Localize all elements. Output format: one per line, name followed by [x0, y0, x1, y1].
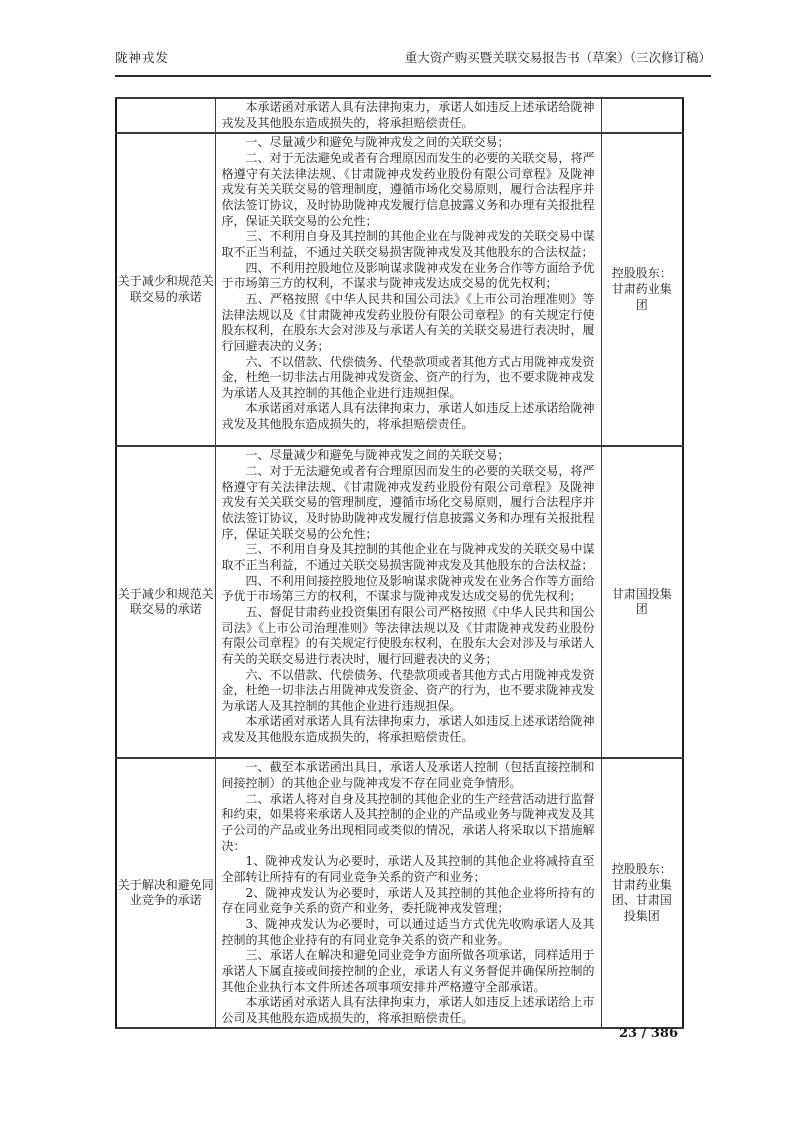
- commitment-paragraph: 五、严格按照《中华人民共和国公司法》《上市公司治理准则》等法律法规以及《甘肃陇神戎发药业股份有限公司章程》的有关规定行使股东权利，在股东大会对涉及与承诺人有关的关联交易进行表决时，履行回避表决的义务；: [221, 291, 595, 353]
- commitment-paragraph: 四、不利用控股地位及影响谋求陇神戎发在业务合作等方面给予优于市场第三方的权利，不谋求与陇神戎发达成交易的优先权利；: [221, 260, 595, 291]
- table-row: [116, 446, 683, 758]
- commitment-paragraph: 六、不以借款、代偿债务、代垫款项或者其他方式占用陇神戎发资金，杜绝一切非法占用陇神戎发资金、资产的行为，也不要求陇神戎发为承诺人及其控制的其他企业进行违规担保。: [221, 667, 595, 713]
- commitment-text-cell: [215, 758, 601, 1028]
- commitment-party-cell: 甘肃国投集团: [601, 446, 683, 758]
- commitments-table: [115, 97, 684, 1029]
- commitment-type-cell: 关于解决和避免同业竞争的承诺: [116, 758, 215, 1028]
- commitment-paragraph: 三、承诺人在解决和避免同业竞争方面所做各项承诺，同样适用于承诺人下属直接或间接控制的企业，承诺人有义务督促并确保所控制的其他企业执行本文件所述各项事项安排并严格遵守全部承诺。: [221, 948, 595, 994]
- commitment-type-cell: 关于减少和规范关联交易的承诺: [116, 446, 215, 758]
- commitment-paragraph: 二、对于无法避免或者有合理原因而发生的必要的关联交易，将严格遵守有关法律法规、《甘肃陇神戎发药业股份有限公司章程》及陇神戎发有关关联交易的管理制度，遵循市场化交易原则，履行合法程序并依法签订协议，及时协助陇神戎发履行信息披露义务和办理有关报批程序，保证关联交易的公允性；: [221, 150, 595, 228]
- commitment-party-cell: 控股股东：甘肃药业集团: [601, 133, 683, 446]
- commitment-paragraph: 3、陇神戎发认为必要时，可以通过适当方式优先收购承诺人及其控制的其他企业持有的有同业竞争关系的资产和业务。: [221, 916, 595, 947]
- commitment-paragraph: 1、陇神戎发认为必要时，承诺人及其控制的其他企业将减持直至全部转让所持有的有同业竞争关系的资产和业务；: [221, 854, 595, 884]
- page-number: 23 / 386: [618, 1026, 678, 1041]
- commitment-paragraph: 一、尽量减少和避免与陇神戎发之间的关联交易；: [245, 135, 510, 150]
- commitment-paragraph: 五、督促甘肃药业投资集团有限公司严格按照《中华人民共和国公司法》《上市公司治理准则》等法律法规以及《甘肃陇神戎发药业股份有限公司章程》的有关规定行使股东权利，在股东大会对涉及与承诺人有关的关联交易进行表决时，履行回避表决的义务；: [221, 604, 595, 666]
- header-document-title: 重大资产购买暨关联交易报告书（草案）（三次修订稿）: [404, 50, 711, 65]
- commitment-paragraph: 二、承诺人将对自身及其控制的其他企业的生产经营活动进行监督和约束，如果将来承诺人及其控制的企业的产品或业务与陇神戎发及其子公司的产品或业务出现相同或类似的情况，承诺人将采取以下措施解决：: [221, 791, 595, 853]
- commitment-text-cell: [215, 98, 601, 133]
- commitment-paragraph: 2、陇神戎发认为必要时，承诺人及其控制的其他企业将所持有的存在同业竞争关系的资产和业务，委托陇神戎发管理；: [221, 885, 595, 916]
- commitment-paragraph: 六、不以借款、代偿债务、代垫款项或者其他方式占用陇神戎发资金，杜绝一切非法占用陇神戎发资金、资产的行为，也不要求陇神戎发为承诺人及其控制的其他企业进行违规担保。: [221, 354, 595, 400]
- commitment-text-cell: [215, 133, 601, 446]
- table-row: [116, 758, 683, 1028]
- commitment-party-cell: [601, 98, 683, 133]
- commitment-paragraph: 本承诺函对承诺人具有法律拘束力，承诺人如违反上述承诺给陇神戎发及其他股东造成损失的，将承担赔偿责任。: [221, 714, 595, 745]
- commitment-paragraph: 本承诺函对承诺人具有法律拘束力，承诺人如违反上述承诺给上市公司及其他股东造成损失的，将承担赔偿责任。: [221, 995, 595, 1025]
- table-row: [116, 133, 683, 446]
- page-header: [115, 50, 711, 77]
- header-company-name: 陇神戎发: [115, 50, 170, 65]
- commitment-paragraph: 二、对于无法避免或者有合理原因而发生的必要的关联交易，将严格遵守有关法律法规、《甘肃陇神戎发药业股份有限公司章程》及陇神戎发有关关联交易的管理制度，遵循市场化交易原则，履行合法程序并依法签订协议，及时协助陇神戎发履行信息披露义务和办理有关报批程序，保证关联交易的公允性；: [221, 463, 595, 541]
- commitment-type-cell: [116, 98, 215, 133]
- commitment-paragraph: 本承诺函对承诺人具有法律拘束力，承诺人如违反上述承诺给陇神戎发及其他股东造成损失的，将承担赔偿责任。: [221, 401, 595, 432]
- commitments-table-body: [116, 98, 683, 1028]
- commitment-paragraph: 三、不利用自身及其控制的其他企业在与陇神戎发的关联交易中谋取不正当利益，不通过关联交易损害陇神戎发及其他股东的合法权益；: [221, 229, 595, 259]
- commitment-party-cell: 控股股东：甘肃药业集团、甘肃国投集团: [601, 758, 683, 1028]
- commitment-paragraph: 本承诺函对承诺人具有法律拘束力，承诺人如违反上述承诺给陇神戎发及其他股东造成损失的，将承担赔偿责任。: [221, 100, 595, 130]
- table-row: [116, 98, 683, 133]
- commitment-text-cell: [215, 446, 601, 758]
- commitment-type-cell: 关于减少和规范关联交易的承诺: [116, 133, 215, 446]
- commitment-paragraph: 四、不利用间接控股地位及影响谋求陇神戎发在业务合作等方面给予优于市场第三方的权利，不谋求与陇神戎发达成交易的优先权利；: [221, 573, 595, 604]
- commitment-paragraph: 三、不利用自身及其控制的其他企业在与陇神戎发的关联交易中谋取不正当利益，不通过关联交易损害陇神戎发及其他股东的合法权益；: [221, 542, 595, 572]
- commitment-paragraph: 一、尽量减少和避免与陇神戎发之间的关联交易；: [245, 448, 510, 463]
- commitment-paragraph: 一、截至本承诺函出具日，承诺人及承诺人控制（包括直接控制和间接控制）的其他企业与陇神戎发不存在同业竞争情形。: [221, 760, 595, 790]
